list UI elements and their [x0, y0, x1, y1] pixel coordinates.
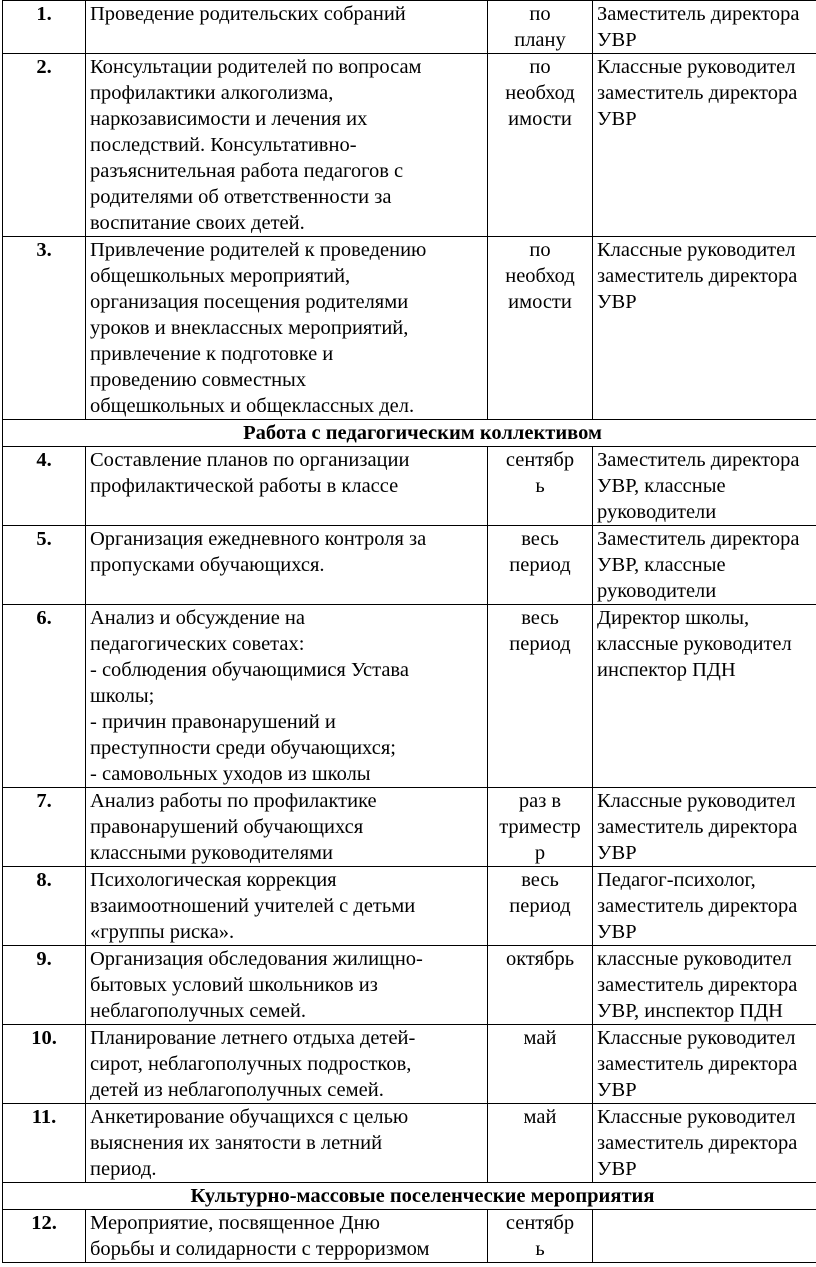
- responsible-cell: Директор школы, классные руководител инспектор ПДН: [593, 605, 816, 788]
- timing-cell: раз в триместр р: [488, 788, 593, 867]
- table-row: [3, 1104, 816, 1183]
- row-number: 12.: [3, 1210, 86, 1263]
- table-row: [3, 1210, 816, 1263]
- activity-plan-table: [2, 0, 816, 1263]
- responsible-cell: Классные руководител заместитель директора УВР: [593, 788, 816, 867]
- timing-cell: май: [488, 1025, 593, 1104]
- responsible-cell: Классные руководител заместитель директора УВР: [593, 1104, 816, 1183]
- timing-cell: весь период: [488, 605, 593, 788]
- row-number: 4.: [3, 447, 86, 526]
- table-row: [3, 1025, 816, 1104]
- section-header-row: [3, 1183, 816, 1210]
- table-row: [3, 526, 816, 605]
- row-number: 5.: [3, 526, 86, 605]
- table-row: [3, 788, 816, 867]
- responsible-cell: Заместитель директора УВР: [593, 1, 816, 54]
- activity-cell: Организация ежедневного контроля за пропусками обучающихся.: [86, 526, 488, 605]
- row-number: 2.: [3, 54, 86, 237]
- responsible-cell: Заместитель директора УВР, классные руководители: [593, 526, 816, 605]
- activity-cell: Анкетирование обучащихся с целью выяснения их занятости в летний период.: [86, 1104, 488, 1183]
- timing-cell: октябрь: [488, 946, 593, 1025]
- row-number: 1.: [3, 1, 86, 54]
- row-number: 9.: [3, 946, 86, 1025]
- section-title: Культурно-массовые поселенческие мероприятия: [3, 1183, 816, 1210]
- table-row: [3, 946, 816, 1025]
- table-row: [3, 1, 816, 54]
- table-row: [3, 237, 816, 420]
- row-number: 11.: [3, 1104, 86, 1183]
- table-row: [3, 867, 816, 946]
- responsible-cell: Педагог-психолог, заместитель директора УВР: [593, 867, 816, 946]
- responsible-cell: [593, 1210, 816, 1263]
- row-number: 7.: [3, 788, 86, 867]
- timing-cell: весь период: [488, 867, 593, 946]
- timing-cell: весь период: [488, 526, 593, 605]
- responsible-cell: Классные руководител заместитель директора УВР: [593, 1025, 816, 1104]
- timing-cell: по плану: [488, 1, 593, 54]
- row-number: 10.: [3, 1025, 86, 1104]
- row-number: 8.: [3, 867, 86, 946]
- timing-cell: сентябр ь: [488, 1210, 593, 1263]
- activity-cell: Проведение родительских собраний: [86, 1, 488, 54]
- row-number: 3.: [3, 237, 86, 420]
- timing-cell: по необход имости: [488, 237, 593, 420]
- section-title: Работа с педагогическим коллективом: [3, 420, 816, 447]
- table-row: [3, 605, 816, 788]
- activity-cell: Психологическая коррекция взаимоотношений учителей с детьми «группы риска».: [86, 867, 488, 946]
- activity-cell: Консультации родителей по вопросам профилактики алкоголизма, наркозависимости и лечения их последствий. Консультативно- разъяснительная работа педагогов с родителями об ответственности за воспитание своих детей.: [86, 54, 488, 237]
- table-row: [3, 447, 816, 526]
- activity-cell: Организация обследования жилищно- бытовых условий школьников из неблагополучных семей.: [86, 946, 488, 1025]
- responsible-cell: Заместитель директора УВР, классные руководители: [593, 447, 816, 526]
- activity-cell: Составление планов по организации профилактической работы в классе: [86, 447, 488, 526]
- activity-cell: Привлечение родителей к проведению общешкольных мероприятий, организация посещения родителями уроков и внеклассных мероприятий, привлечение к подготовке и проведению совместных общешкольных и общеклассных дел.: [86, 237, 488, 420]
- activity-cell: Планирование летнего отдыха детей- сирот, неблагополучных подростков, детей из неблагополучных семей.: [86, 1025, 488, 1104]
- timing-cell: май: [488, 1104, 593, 1183]
- responsible-cell: Классные руководител заместитель директора УВР: [593, 54, 816, 237]
- activity-cell: Анализ и обсуждение на педагогических советах: - соблюдения обучающимися Устава школы; - причин правонарушений и преступности среди обучающихся; - самовольных уходов из школы: [86, 605, 488, 788]
- section-header-row: [3, 420, 816, 447]
- table-row: [3, 54, 816, 237]
- timing-cell: по необход имости: [488, 54, 593, 237]
- activity-cell: Мероприятие, посвященное Дню борьбы и солидарности с терроризмом: [86, 1210, 488, 1263]
- activity-cell: Анализ работы по профилактике правонарушений обучающихся классными руководителями: [86, 788, 488, 867]
- row-number: 6.: [3, 605, 86, 788]
- timing-cell: сентябр ь: [488, 447, 593, 526]
- responsible-cell: классные руководител заместитель директора УВР, инспектор ПДН: [593, 946, 816, 1025]
- responsible-cell: Классные руководител заместитель директора УВР: [593, 237, 816, 420]
